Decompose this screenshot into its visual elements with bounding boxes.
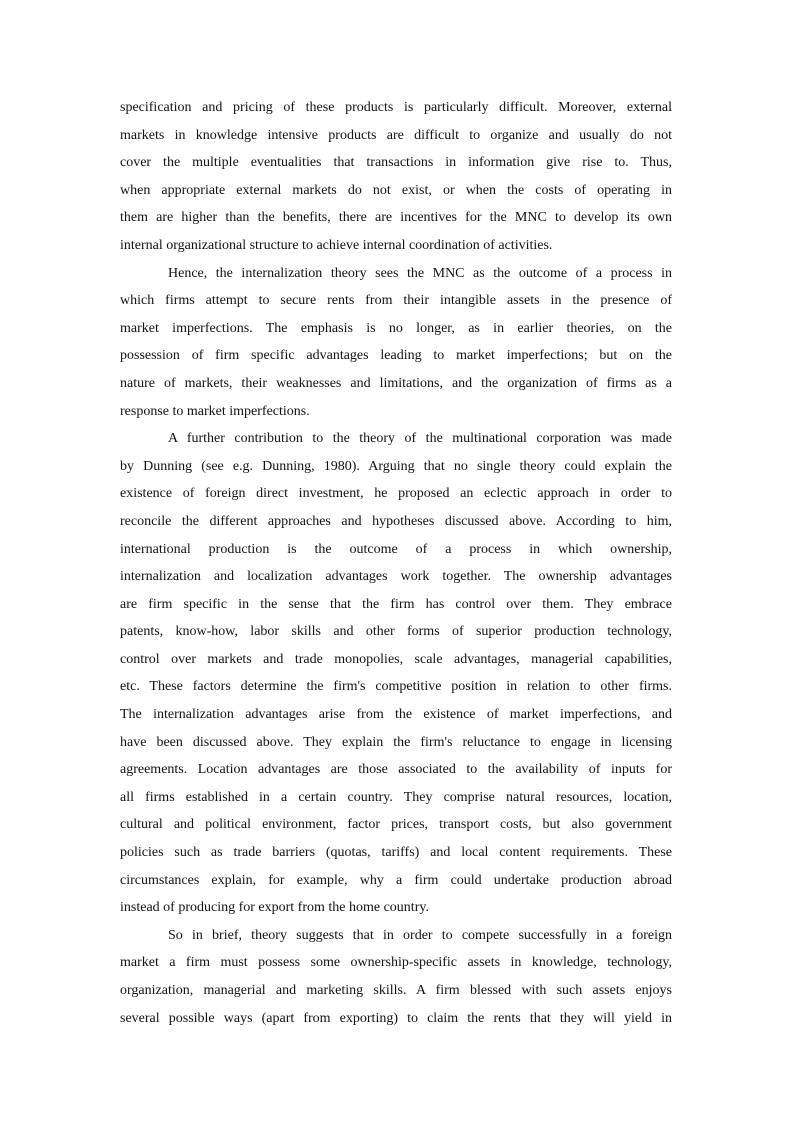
paragraph-first-line: Hence, the internalization theory sees the MNC as the outcome of a process in <box>168 265 672 281</box>
text-line: existence of foreign direct investment, he proposed an eclectic approach in order to <box>120 486 672 502</box>
text-line: cultural and political environment, factor prices, transport costs, but also government <box>120 817 672 833</box>
paragraph-end-line: response to market imperfections. <box>120 403 310 419</box>
text-line: them are higher than the benefits, there are incentives for the MNC to develop its own <box>120 210 672 226</box>
text-line: organization, managerial and marketing skills. A firm blessed with such assets enjoys <box>120 983 672 998</box>
text-line: reconcile the different approaches and hypotheses discussed above. According to him, <box>120 513 672 529</box>
text-line: nature of markets, their weaknesses and limitations, and the organization of firms as a <box>120 375 672 391</box>
text-line: cover the multiple eventualities that transactions in information give rise to. Thus, <box>120 155 672 171</box>
text-line: policies such as trade barriers (quotas, tariffs) and local content requirements. These <box>120 845 672 861</box>
text-line: patents, know-how, labor skills and other forms of superior production technology, <box>120 624 672 640</box>
body-text <box>120 94 672 1032</box>
text-line: circumstances explain, for example, why a firm could undertake production abroad <box>120 872 672 888</box>
text-line: are firm specific in the sense that the firm has control over them. They embrace <box>120 596 672 612</box>
paragraph-end-line: instead of producing for export from the home country. <box>120 900 429 916</box>
paragraph-first-line: A further contribution to the theory of the multinational corporation was made <box>168 431 672 447</box>
text-line: by Dunning (see e.g. Dunning, 1980). Arguing that no single theory could explain the <box>120 458 672 474</box>
text-line: possession of firm specific advantages leading to market imperfections; but on the <box>120 348 672 364</box>
text-line: market a firm must possess some ownership-specific assets in knowledge, technology, <box>120 955 672 971</box>
text-line: market imperfections. The emphasis is no longer, as in earlier theories, on the <box>120 320 672 336</box>
text-line: agreements. Location advantages are those associated to the availability of inputs for <box>120 762 672 778</box>
text-line: have been discussed above. They explain the firm's reluctance to engage in licensing <box>120 734 672 750</box>
text-line: international production is the outcome of a process in which ownership, <box>120 541 672 557</box>
text-line: The internalization advantages arise from the existence of market imperfections, and <box>120 707 672 723</box>
text-line: several possible ways (apart from exporting) to claim the rents that they will yield in <box>120 1010 672 1026</box>
text-line: which firms attempt to secure rents from their intangible assets in the presence of <box>120 293 672 309</box>
paragraph-end-line: internal organizational structure to achieve internal coordination of activities. <box>120 237 553 253</box>
text-line: when appropriate external markets do not exist, or when the costs of operating in <box>120 182 672 198</box>
text-line: control over markets and trade monopolies, scale advantages, managerial capabilities, <box>120 651 672 667</box>
text-line: markets in knowledge intensive products are difficult to organize and usually do not <box>120 127 672 143</box>
text-line: etc. These factors determine the firm's competitive position in relation to other firms. <box>120 679 672 695</box>
text-line: internalization and localization advantages work together. The ownership advantages <box>120 569 672 585</box>
text-line: all firms established in a certain country. They comprise natural resources, location, <box>120 789 672 805</box>
text-line: specification and pricing of these products is particularly difficult. Moreover, external <box>120 100 672 115</box>
paragraph-first-line: So in brief, theory suggests that in order to compete successfully in a foreign <box>168 927 672 943</box>
